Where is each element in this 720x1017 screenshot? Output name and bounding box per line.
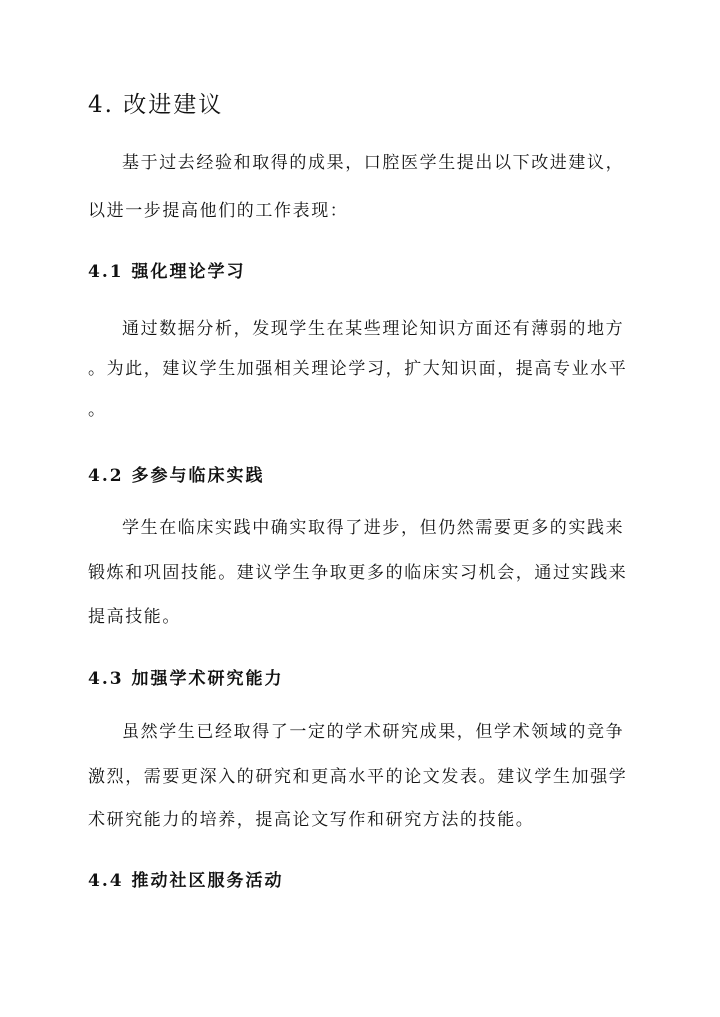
paragraph-line: 通过数据分析，发现学生在某些理论知识方面还有薄弱的地方 xyxy=(122,319,625,339)
subsection-title-4-1: 4.1 强化理论学习 xyxy=(88,262,246,282)
subsection-title-4-2: 4.2 多参与临床实践 xyxy=(88,466,265,486)
paragraph-line: 激烈，需要更深入的研究和更高水平的论文发表。建议学生加强学 xyxy=(88,767,628,787)
paragraph-line: 术研究能力的培养，提高论文写作和研究方法的技能。 xyxy=(88,810,535,830)
paragraph-line: 提高技能。 xyxy=(88,607,181,627)
paragraph-line: 虽然学生已经取得了一定的学术研究成果，但学术领域的竞争 xyxy=(122,722,625,742)
paragraph-line: 学生在临床实践中确实取得了进步，但仍然需要更多的实践来 xyxy=(122,518,625,538)
intro-line: 基于过去经验和取得的成果，口腔医学生提出以下改进建议， xyxy=(122,153,625,173)
section-title: 4. 改进建议 xyxy=(88,92,224,118)
subsection-title-4-4: 4.4 推动社区服务活动 xyxy=(88,871,284,891)
intro-line: 以进一步提高他们的工作表现： xyxy=(88,201,349,221)
paragraph-line: 锻炼和巩固技能。建议学生争取更多的临床实习机会，通过实践来 xyxy=(88,563,628,583)
paragraph-line: 。 xyxy=(88,400,107,420)
paragraph-line: 。为此，建议学生加强相关理论学习，扩大知识面，提高专业水平 xyxy=(88,359,628,379)
subsection-title-4-3: 4.3 加强学术研究能力 xyxy=(88,669,284,689)
